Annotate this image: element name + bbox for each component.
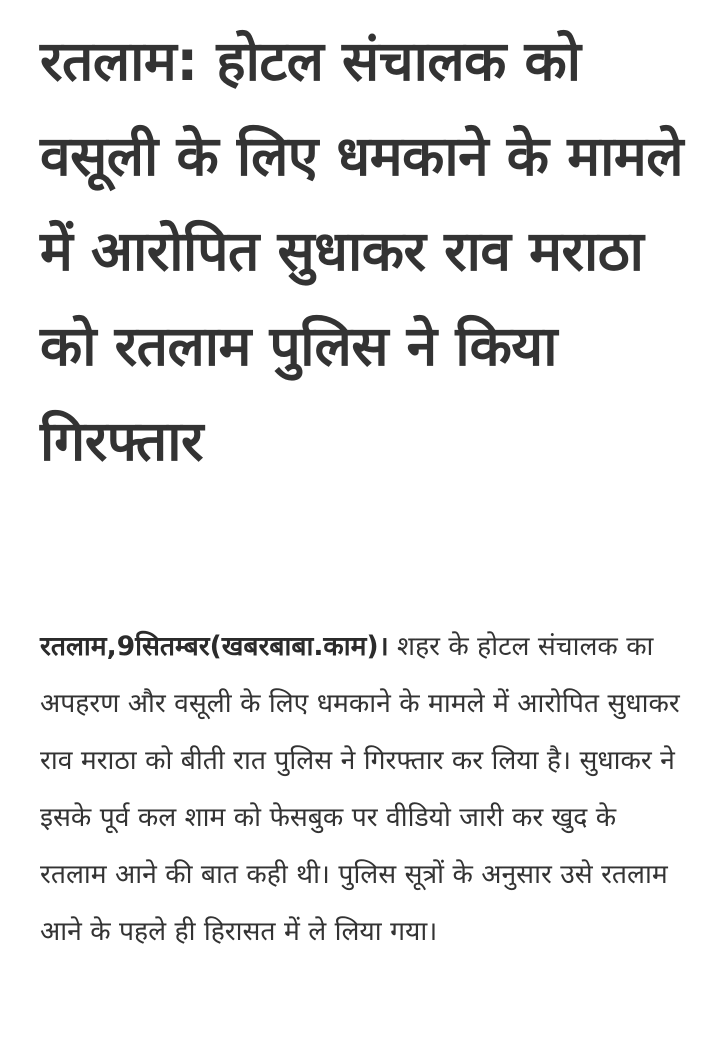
article-dateline: रतलाम,9सितम्बर(खबरबाबा.काम)। [40, 631, 389, 662]
article-headline: रतलाम: होटल संचालक को वसूली के लिए धमकाने के मामले में आरोपित सुधाकर राव मराठा को रतलाम पुलिस ने किया गिरफ्तार [40, 29, 684, 473]
article-body [40, 618, 690, 960]
article-body-text: शहर के होटल संचालक का अपहरण और वसूली के लिए धमकाने के मामले में आरोपित सुधाकर राव मराठा को बीती रात पुलिस ने गिरफ्तार कर लिया है। सुधाकर ने इसके पूर्व कल शाम को फेसबुक पर वीडियो जारी कर खुद के रतलाम आने की बात कही थी। पुलिस सूत्रों के अनुसार उसे रतलाम आने के पहले ही हिरासत में ले लिया गया। [40, 631, 680, 947]
article-header [40, 14, 690, 489]
